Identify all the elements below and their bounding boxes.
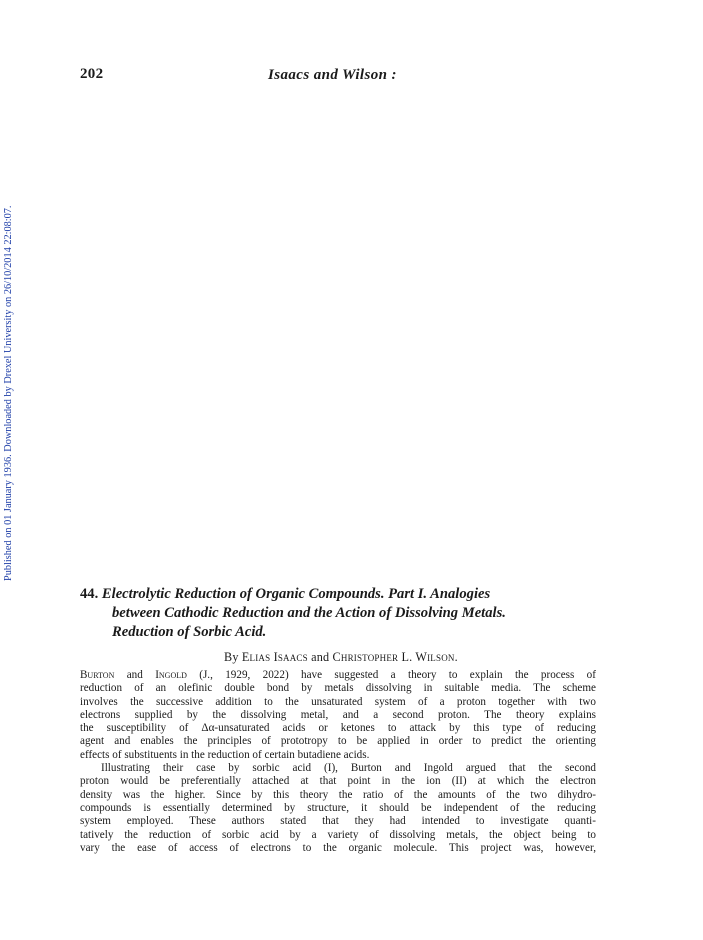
page-number: 202	[80, 66, 104, 82]
byline	[224, 650, 458, 665]
cited-author-2: Ingold	[155, 669, 187, 681]
byline-prefix: By	[224, 650, 239, 664]
cited-author-1: Burton	[80, 669, 115, 681]
title-line-3: Reduction of Sorbic Acid.	[112, 624, 267, 640]
author-2: Christopher L. Wilson.	[332, 650, 458, 664]
cited-and: and	[126, 669, 143, 681]
paragraph-2-line-6: tatively the reduction of sorbic acid by a variety of dissolving metals, the object being to	[80, 828, 596, 841]
paragraph-2-line-2: proton would be preferentially attached at that point in the ion (II) at which the electron	[80, 775, 596, 788]
byline-conjunction: and	[311, 650, 330, 664]
paragraph-2-line-3: density was the higher. Since by this theory the ratio of the amounts of the two dihydro-	[80, 788, 596, 801]
running-head: Isaacs and Wilson :	[268, 67, 397, 83]
article-title	[80, 585, 620, 642]
title-line-1	[80, 585, 620, 604]
paragraph-1-line-6: agent and enables the principles of prototropy to be applied in order to predict the orienting	[80, 735, 596, 748]
paragraph-1-line-7: effects of substituents in the reduction of certain butadiene acids.	[80, 748, 370, 761]
paragraph-2-line-7: vary the ease of access of electrons to the organic molecule. This project was, however,	[80, 841, 596, 854]
paragraph-2-line-4: compounds is essentially determined by structure, it should be independent of the reducing	[80, 801, 596, 814]
paragraph-2-line-1: Illustrating their case by sorbic acid (I), Burton and Ingold argued that the second	[101, 762, 596, 775]
paragraph-1-line-5: the susceptibility of Δα-unsaturated acids or ketones to attack by this type of reducing	[80, 722, 596, 735]
paragraph-1-line-3: involves the successive addition to the unsaturated system of a proton together with two	[80, 695, 596, 708]
download-notice[interactable]: Published on 01 January 1936. Downloaded by Drexel University on 26/10/2014 22:08:07.	[3, 205, 14, 581]
title-text-1: Electrolytic Reduction of Organic Compounds. Part I. Analogies	[101, 586, 491, 602]
paragraph-1-line-1-text: (J., 1929, 2022) have suggested a theory to explain the process of	[199, 669, 596, 681]
paragraph-1-line-2: reduction of an olefinic double bond by metals dissolving in suitable media. The scheme	[80, 682, 596, 695]
paragraph-2-line-5: system employed. These authors stated that they had intended to investigate quanti-	[80, 815, 596, 828]
paragraph-1-line-1	[80, 669, 596, 682]
title-line-2: between Cathodic Reduction and the Action of Dissolving Metals.	[112, 605, 506, 621]
paragraph-1-line-4: electrons supplied by the dissolving metal, and a second proton. The theory explains	[80, 708, 596, 721]
author-1: Elias Isaacs	[241, 650, 308, 664]
body-text	[80, 669, 596, 855]
article-number: 44.	[80, 586, 99, 602]
